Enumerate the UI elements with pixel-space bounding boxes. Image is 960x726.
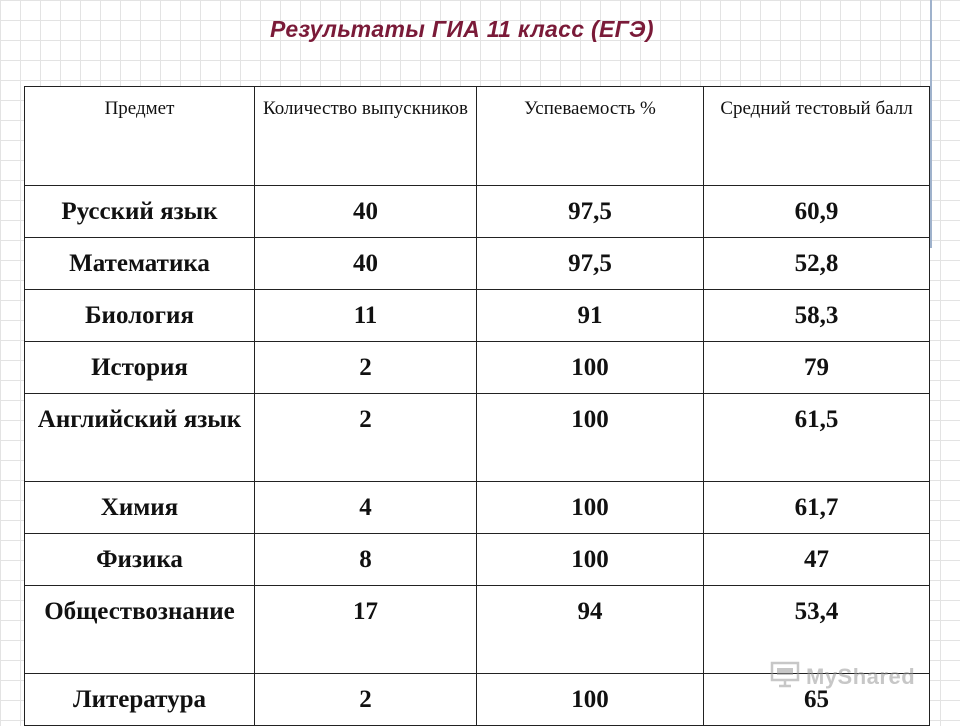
cell-graduates: 40 — [255, 238, 477, 290]
table-row — [25, 238, 930, 290]
cell-success-rate: 94 — [477, 586, 704, 674]
cell-subject: Физика — [25, 534, 255, 586]
cell-subject: Литература — [25, 674, 255, 726]
cell-average-score: 60,9 — [704, 186, 930, 238]
header-success-rate: Успеваемость % — [477, 87, 704, 186]
cell-success-rate: 100 — [477, 482, 704, 534]
table-row — [25, 342, 930, 394]
cell-subject: История — [25, 342, 255, 394]
cell-graduates: 8 — [255, 534, 477, 586]
cell-graduates: 2 — [255, 674, 477, 726]
cell-success-rate: 91 — [477, 290, 704, 342]
results-table — [24, 86, 930, 726]
cell-average-score: 61,5 — [704, 394, 930, 482]
cell-success-rate: 97,5 — [477, 238, 704, 290]
table-row — [25, 482, 930, 534]
presentation-icon — [770, 660, 800, 693]
cell-subject: Математика — [25, 238, 255, 290]
decorative-vertical-line — [930, 0, 932, 248]
cell-average-score: 58,3 — [704, 290, 930, 342]
cell-average-score: 47 — [704, 534, 930, 586]
cell-success-rate: 97,5 — [477, 186, 704, 238]
header-subject: Предмет — [25, 87, 255, 186]
watermark-text: MyShared — [806, 663, 916, 689]
cell-graduates: 40 — [255, 186, 477, 238]
cell-subject: Русский язык — [25, 186, 255, 238]
table-row — [25, 394, 930, 482]
cell-graduates: 17 — [255, 586, 477, 674]
header-graduates: Количество выпускников — [255, 87, 477, 186]
cell-graduates: 2 — [255, 342, 477, 394]
cell-average-score: 61,7 — [704, 482, 930, 534]
cell-subject: Обществознание — [25, 586, 255, 674]
header-average-score: Средний тестовый балл — [704, 87, 930, 186]
table-row — [25, 534, 930, 586]
cell-average-score: 52,8 — [704, 238, 930, 290]
page-title: Результаты ГИА 11 класс (ЕГЭ) — [270, 16, 654, 42]
cell-average-score: 65 — [704, 674, 930, 726]
cell-subject: Химия — [25, 482, 255, 534]
cell-graduates: 4 — [255, 482, 477, 534]
cell-average-score: 79 — [704, 342, 930, 394]
cell-success-rate: 100 — [477, 534, 704, 586]
table-header-row — [25, 87, 930, 186]
cell-graduates: 2 — [255, 394, 477, 482]
watermark — [770, 660, 915, 693]
cell-subject: Биология — [25, 290, 255, 342]
cell-success-rate: 100 — [477, 342, 704, 394]
cell-subject: Английский язык — [25, 394, 255, 482]
cell-graduates: 11 — [255, 290, 477, 342]
cell-average-score: 53,4 — [704, 586, 930, 674]
cell-success-rate: 100 — [477, 394, 704, 482]
table-row — [25, 290, 930, 342]
table-row — [25, 186, 930, 238]
cell-success-rate: 100 — [477, 674, 704, 726]
